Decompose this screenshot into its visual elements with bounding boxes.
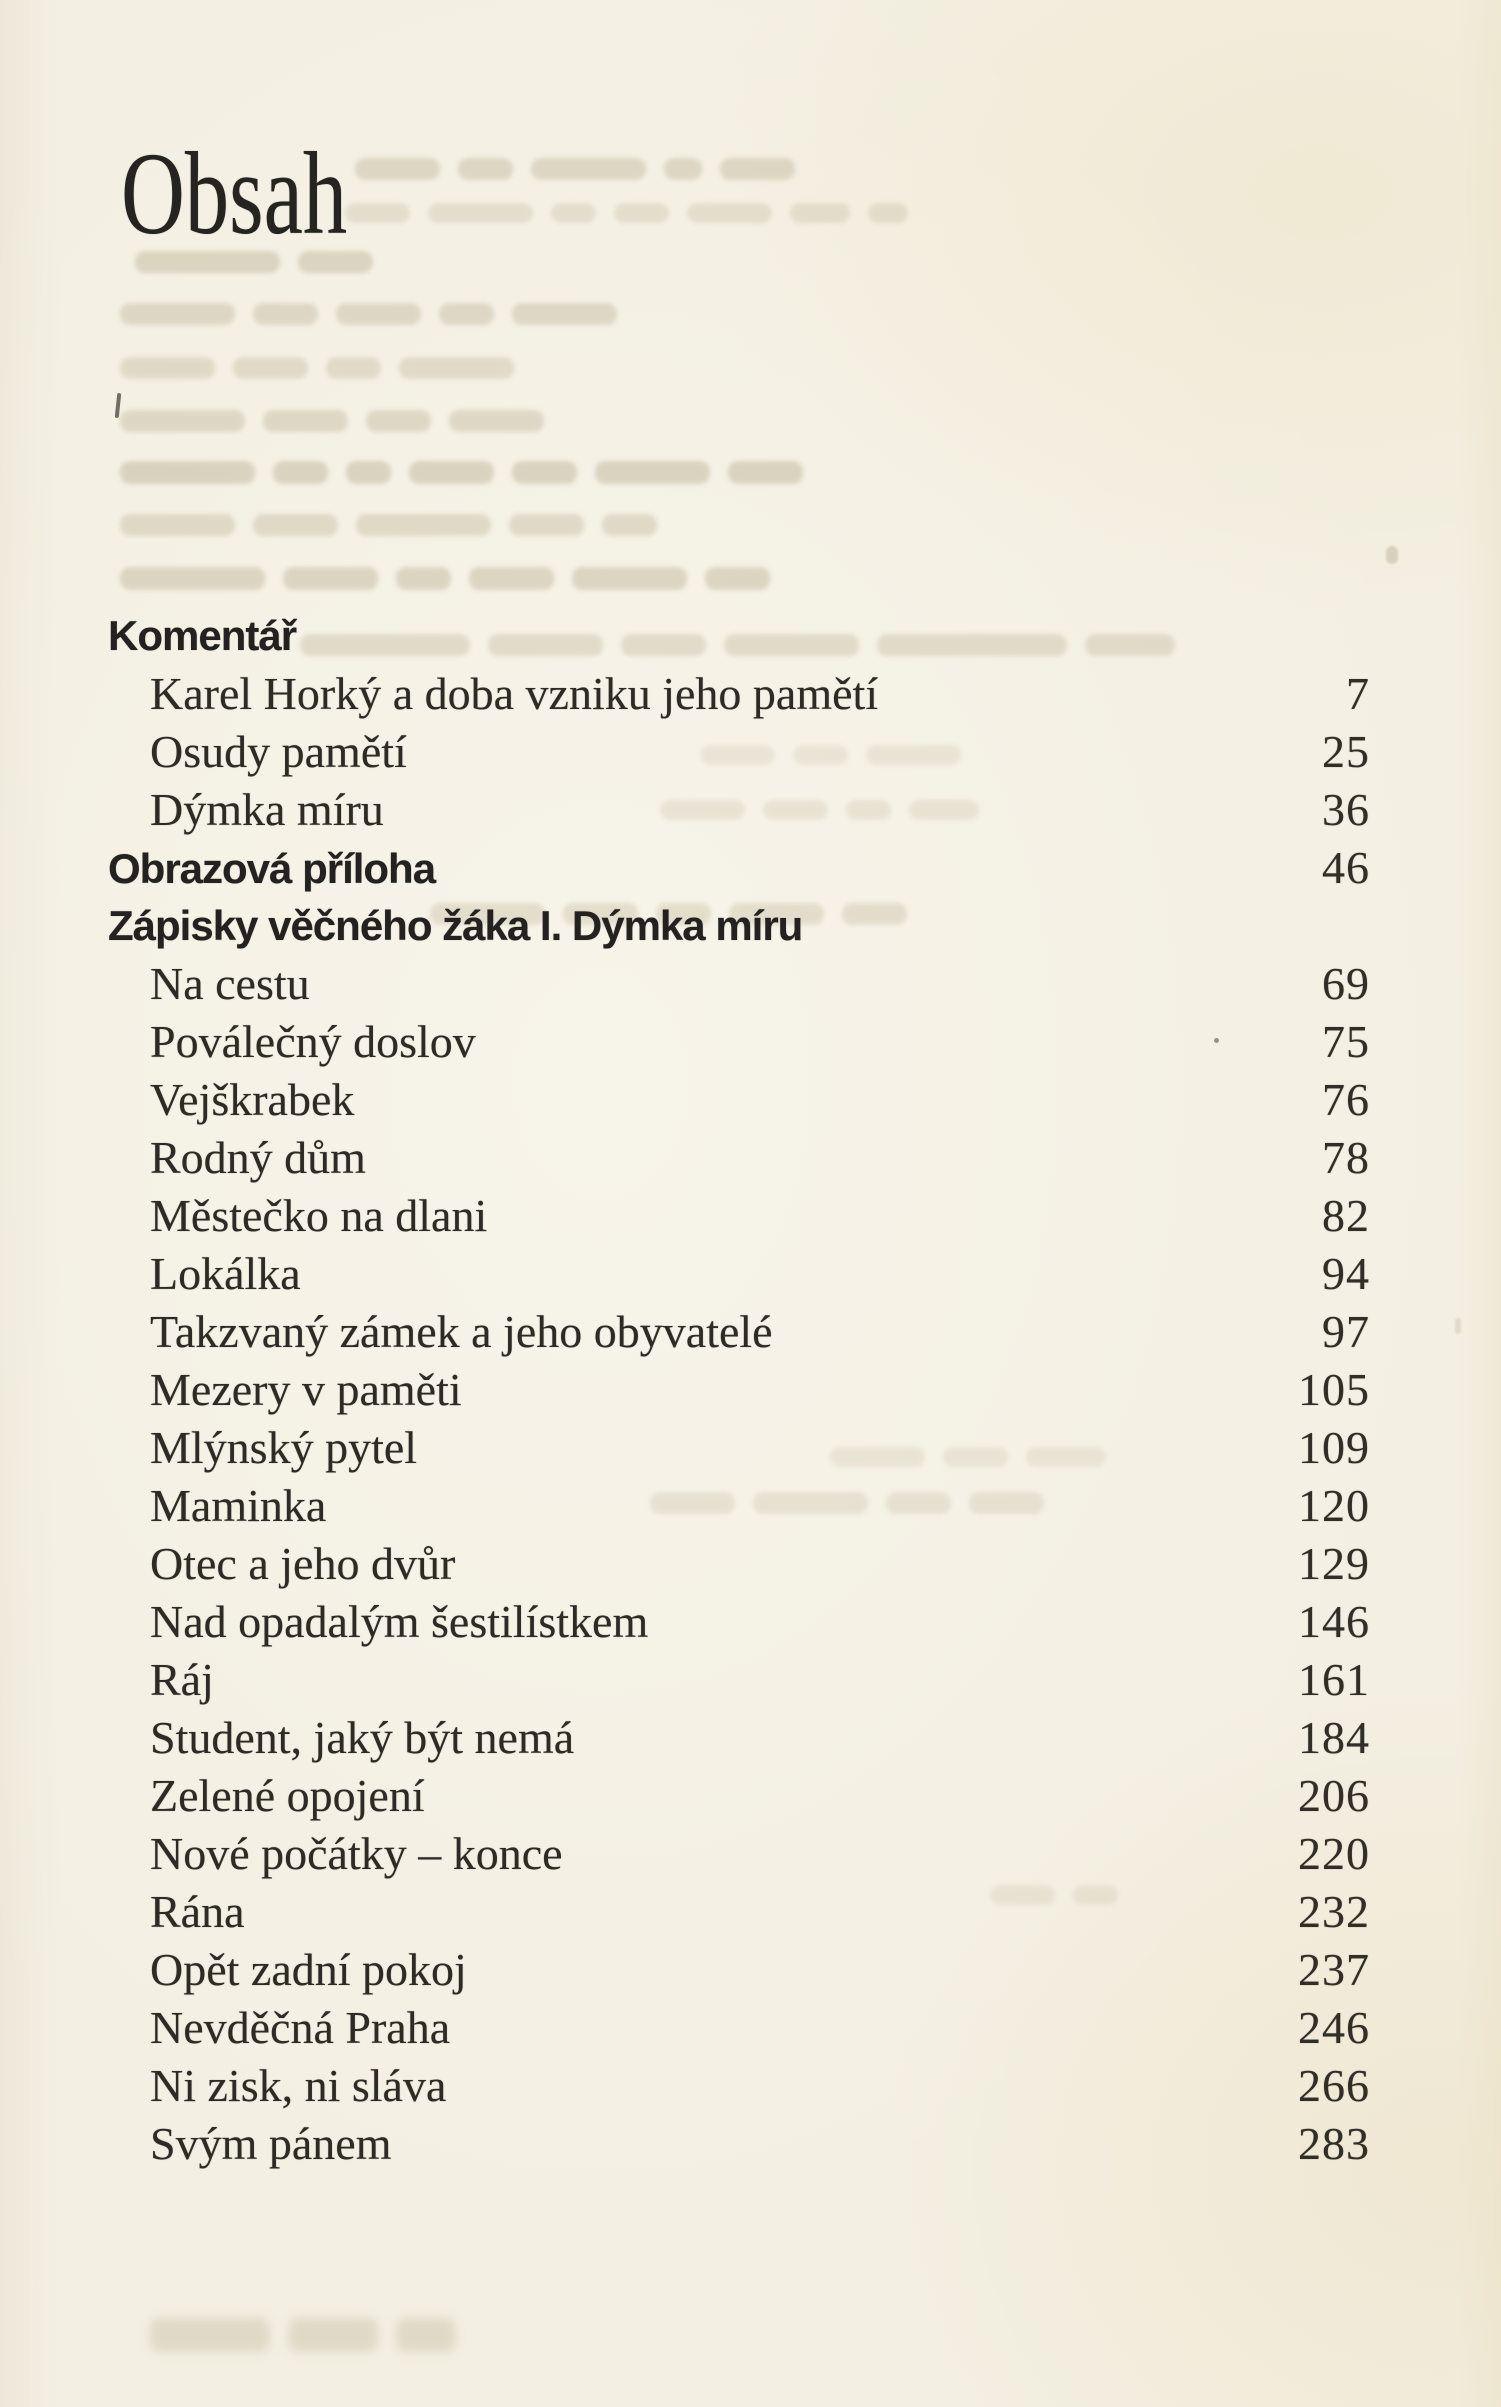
toc-entry-page-number: 206 — [1298, 1770, 1370, 1821]
show-through-word — [664, 158, 702, 180]
show-through-line — [120, 410, 544, 432]
show-through-word — [399, 357, 514, 379]
show-through-word — [273, 461, 328, 484]
toc-entry-page-number: 129 — [1298, 1538, 1370, 1589]
show-through-line — [150, 2318, 456, 2352]
toc-entry-label: Karel Horký a doba vzniku jeho pamětí — [150, 668, 879, 719]
show-through-word — [253, 514, 338, 536]
toc-entry-label: Vejškrabek — [150, 1074, 355, 1125]
toc-entry-label: Rána — [150, 1886, 245, 1937]
toc-entry-label: Obrazová příloha — [108, 845, 436, 892]
show-through-line — [120, 303, 617, 325]
show-through-word — [531, 158, 646, 180]
toc-entry-label: Nevděčná Praha — [150, 2002, 451, 2053]
toc-entry-label: Nové počátky – konce — [150, 1828, 563, 1879]
show-through-word — [120, 567, 265, 590]
toc-entry — [108, 1071, 1370, 1129]
toc-entry — [108, 1013, 1370, 1071]
show-through-line — [120, 461, 803, 484]
toc-section-header — [108, 839, 1370, 897]
show-through-word — [469, 567, 554, 590]
toc-entry-label: Ráj — [150, 1654, 214, 1705]
show-through-word — [728, 461, 803, 484]
toc-entry-label: Svým pánem — [150, 2118, 392, 2169]
show-through-word — [336, 303, 421, 325]
page-title: Obsah — [121, 128, 348, 259]
show-through-word — [439, 303, 494, 325]
show-through-word — [512, 303, 617, 325]
toc-entry — [108, 955, 1370, 1013]
show-through-word — [720, 158, 795, 180]
toc-entry-page-number: 78 — [1322, 1132, 1370, 1183]
toc-entry — [108, 665, 1370, 723]
show-through-word — [409, 461, 494, 484]
show-through-word — [356, 514, 491, 536]
show-through-word — [326, 357, 381, 379]
show-through-line — [120, 357, 514, 379]
toc-entry — [108, 781, 1370, 839]
show-through-word — [120, 357, 215, 379]
show-through-word — [346, 461, 391, 484]
show-through-word — [288, 2318, 378, 2352]
toc-section-header — [108, 897, 1370, 955]
show-through-word — [120, 303, 235, 325]
toc-entry-label: Na cestu — [150, 958, 310, 1009]
toc-entry-label: Mezery v paměti — [150, 1364, 462, 1415]
show-through-word — [509, 514, 584, 536]
toc-entry-page-number: 146 — [1298, 1596, 1370, 1647]
toc-entry-page-number: 266 — [1298, 2060, 1370, 2111]
toc-entry-label: Poválečný doslov — [150, 1016, 476, 1067]
toc-entry-label: Ni zisk, ni sláva — [150, 2060, 447, 2111]
toc-entry-page-number: 120 — [1298, 1480, 1370, 1531]
toc-entry-page-number: 97 — [1322, 1306, 1370, 1357]
toc-list — [108, 607, 1370, 2173]
toc-entry-label: Takzvaný zámek a jeho obyvatelé — [150, 1306, 773, 1357]
show-through-word — [687, 203, 772, 223]
show-through-word — [595, 461, 710, 484]
toc-entry — [108, 1999, 1370, 2057]
show-through-word — [396, 567, 451, 590]
show-through-line — [120, 514, 657, 536]
toc-entry-page-number: 36 — [1322, 784, 1370, 835]
toc-entry-label: Osudy pamětí — [150, 726, 407, 777]
show-through-word — [396, 2318, 456, 2352]
toc-entry-label: Dýmka míru — [150, 784, 384, 835]
toc-entry — [108, 1825, 1370, 1883]
show-through-word — [572, 567, 687, 590]
toc-entry-label: Zelené opojení — [150, 1770, 425, 1821]
show-through-word — [233, 357, 308, 379]
show-through-word — [614, 203, 669, 223]
toc-entry-label: Městečko na dlani — [150, 1190, 488, 1241]
toc-entry-page-number: 109 — [1298, 1422, 1370, 1473]
toc-entry-page-number: 105 — [1298, 1364, 1370, 1415]
toc-entry-page-number: 46 — [1322, 842, 1370, 893]
toc-entry — [108, 1651, 1370, 1709]
show-through-word — [602, 514, 657, 536]
toc-entry-page-number: 94 — [1322, 1248, 1370, 1299]
toc-entry — [108, 1883, 1370, 1941]
toc-entry-label: Nad opadalým šestilístkem — [150, 1596, 649, 1647]
toc-entry — [108, 1303, 1370, 1361]
toc-entry — [108, 2057, 1370, 2115]
toc-entry-label: Komentář — [108, 612, 297, 659]
show-through-word — [283, 567, 378, 590]
toc-entry — [108, 1187, 1370, 1245]
toc-entry — [108, 1477, 1370, 1535]
toc-entry-page-number: 237 — [1298, 1944, 1370, 1995]
toc-entry — [108, 2115, 1370, 2173]
show-through-word — [345, 203, 410, 223]
toc-entry-page-number: 76 — [1322, 1074, 1370, 1125]
show-through-word — [120, 514, 235, 536]
toc-entry-page-number: 75 — [1322, 1016, 1370, 1067]
toc-entry-label: Student, jaký být nemá — [150, 1712, 575, 1763]
toc-entry-label: Lokálka — [150, 1248, 301, 1299]
show-through-word — [868, 203, 908, 223]
toc-entry — [108, 1129, 1370, 1187]
show-through-word — [150, 2318, 270, 2352]
toc-entry-label: Rodný dům — [150, 1132, 366, 1183]
show-through-line — [120, 567, 770, 590]
toc-entry — [108, 723, 1370, 781]
toc-entry — [108, 1593, 1370, 1651]
show-through-word — [551, 203, 596, 223]
toc-entry-label: Opět zadní pokoj — [150, 1944, 467, 1995]
show-through-word — [449, 410, 544, 432]
toc-entry-label: Mlýnský pytel — [150, 1422, 418, 1473]
toc-entry-page-number: 232 — [1298, 1886, 1370, 1937]
show-through-word — [428, 203, 533, 223]
show-through-word — [512, 461, 577, 484]
toc-entry-label: Otec a jeho dvůr — [150, 1538, 456, 1589]
toc-entry-page-number: 161 — [1298, 1654, 1370, 1705]
toc-entry-label: Maminka — [150, 1480, 327, 1531]
toc-entry-page-number: 184 — [1298, 1712, 1370, 1763]
show-through-word — [120, 410, 245, 432]
toc-section-header — [108, 607, 1370, 665]
toc-entry-label: Zápisky věčného žáka I. Dýmka míru — [108, 902, 803, 949]
toc-entry — [108, 1767, 1370, 1825]
scan-artifact-mark — [1386, 546, 1398, 564]
show-through-word — [705, 567, 770, 590]
show-through-line — [355, 158, 795, 180]
toc-entry-page-number: 246 — [1298, 2002, 1370, 2053]
show-through-word — [366, 410, 431, 432]
toc-entry-page-number: 220 — [1298, 1828, 1370, 1879]
toc-entry — [108, 1361, 1370, 1419]
toc-entry — [108, 1709, 1370, 1767]
toc-entry — [108, 1419, 1370, 1477]
show-through-word — [253, 303, 318, 325]
toc-entry-page-number: 69 — [1322, 958, 1370, 1009]
show-through-word — [120, 461, 255, 484]
show-through-word — [355, 158, 440, 180]
toc-entry — [108, 1941, 1370, 1999]
show-through-line — [345, 203, 908, 223]
toc-entry — [108, 1245, 1370, 1303]
show-through-word — [790, 203, 850, 223]
toc-entry — [108, 1535, 1370, 1593]
toc-entry-page-number: 25 — [1322, 726, 1370, 777]
toc-entry-page-number: 82 — [1322, 1190, 1370, 1241]
show-through-word — [263, 410, 348, 432]
toc-entry-page-number: 283 — [1298, 2118, 1370, 2169]
show-through-word — [458, 158, 513, 180]
scan-artifact-dot — [1214, 1038, 1219, 1043]
toc-entry-page-number: 7 — [1346, 668, 1370, 719]
scan-artifact-fleck — [1455, 1318, 1461, 1334]
